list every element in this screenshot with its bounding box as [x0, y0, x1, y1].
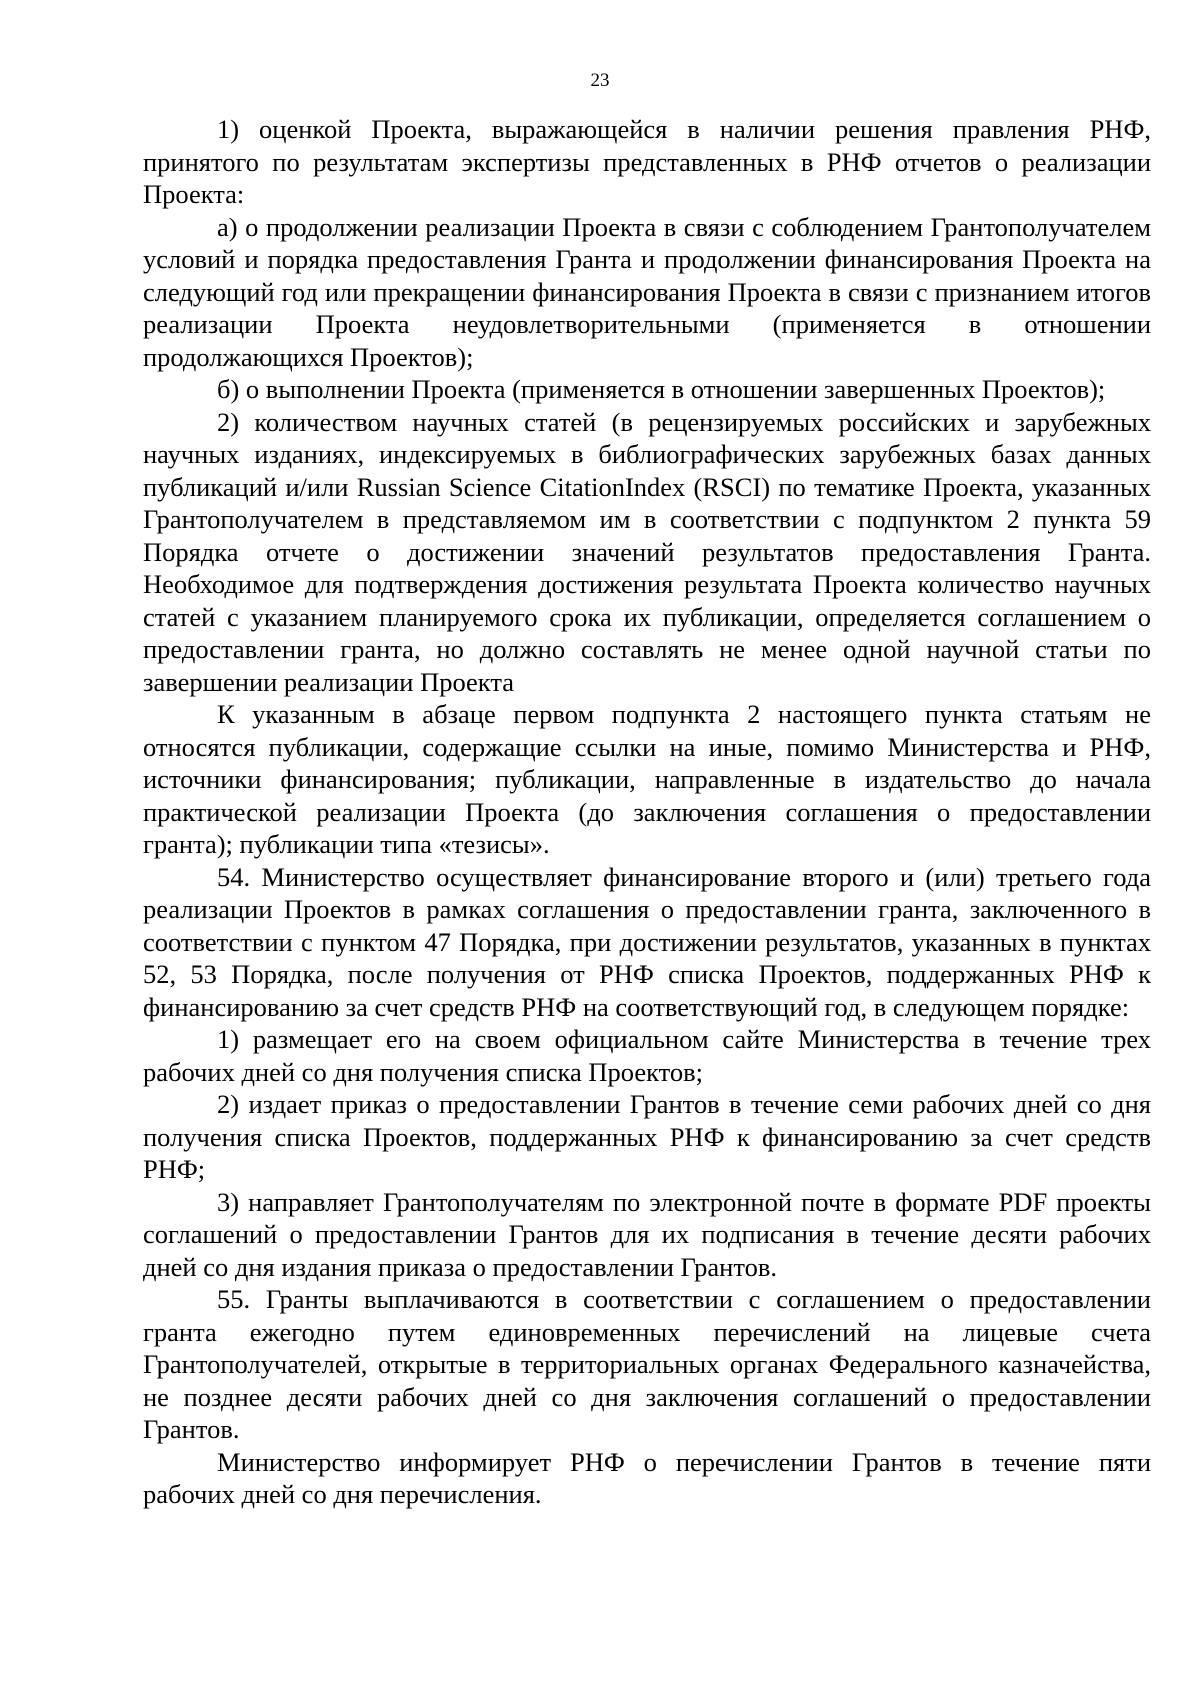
paragraph-54-1-publish: 1) размещает его на своем официальном сайте Министерства в течение трех рабочих дней со дня получения списка Проектов; — [143, 1024, 1151, 1087]
paragraph-ministry-informs: Министерство информирует РНФ о перечислении Грантов в течение пяти рабочих дней со дня перечисления. — [143, 1446, 1151, 1509]
paragraph-1b-completion: б) о выполнении Проекта (применяется в отношении завершенных Проектов); — [217, 374, 1106, 404]
paragraph-1a-continuation: а) о продолжении реализации Проекта в связи с соблюдением Грантополучателем условий и порядка предоставления Гранта и продолжении финансирования Проекта на следующий год или прекращении финансирования Проекта в связи с признанием итогов реализации Проекта неудовлетворительными (применяется в отношении продолжающихся Проектов); — [143, 211, 1151, 372]
paragraph-54-3-send-agreements: 3) направляет Грантополучателям по электронной почте в формате PDF проекты соглашений о предоставлении Грантов для их подписания в течение десяти рабочих дней со дня издания приказа о предоставлении Грантов. — [143, 1186, 1151, 1282]
paragraph-54-2-order: 2) издает приказ о предоставлении Грантов в течение семи рабочих дней со дня получения списка Проектов, поддержанных РНФ к финансированию за счет средств РНФ; — [143, 1089, 1151, 1184]
page-number: 23 — [590, 70, 610, 91]
document-body — [143, 113, 1151, 1511]
paragraph-excluded-publications: К указанным в абзаце первом подпункта 2 настоящего пункта статьям не относятся публикации, содержащие ссылки на иные, помимо Министерства и РНФ, источники финансирования; публикации, направленные в издательство до начала практической реализации Проекта (до заключения соглашения о предоставлении гранта); публикации типа «тезисы». — [143, 699, 1151, 859]
paragraph-2-scientific-articles: 2) количеством научных статей (в рецензируемых российских и зарубежных научных изданиях, индексируемых в библиографических зарубежных базах данных публикаций и/или Russian Science CitationIndex (RSCI) по тематике Проекта, указанных Грантополучателем в представляемом им в соответствии с подпунктом 2 пункта 59 Порядка отчете о достижении значений результатов предоставления Гранта. Необходимое для подтверждения достижения результата Проекта количество научных статей с указанием планируемого срока их публикации, определяется соглашением о предоставлении гранта, но должно составлять не менее одной научной статьи по завершении реализации Проекта — [143, 406, 1151, 697]
paragraph-55-grant-payment: 55. Гранты выплачиваются в соответствии с соглашением о предоставлении гранта ежегодно путем единовременных перечислений на лицевые счета Грантополучателей, открытые в территориальных органах Федерального казначейства, не позднее десяти рабочих дней со дня заключения соглашений о предоставлении Грантов. — [143, 1284, 1151, 1444]
paragraph-1-project-assessment: 1) оценкой Проекта, выражающейся в наличии решения правления РНФ, принятого по результатам экспертизы представленных в РНФ отчетов о реализации Проекта: — [143, 114, 1151, 209]
paragraph-54-financing: 54. Министерство осуществляет финансирование второго и (или) третьего года реализации Проектов в рамках соглашения о предоставлении гранта, заключенного в соответствии с пунктом 47 Порядка, при достижении результатов, указанных в пунктах 52, 53 Порядка, после получения от РНФ списка Проектов, поддержанных РНФ к финансированию за счет средств РНФ на соответствующий год, в следующем порядке: — [143, 861, 1151, 1022]
